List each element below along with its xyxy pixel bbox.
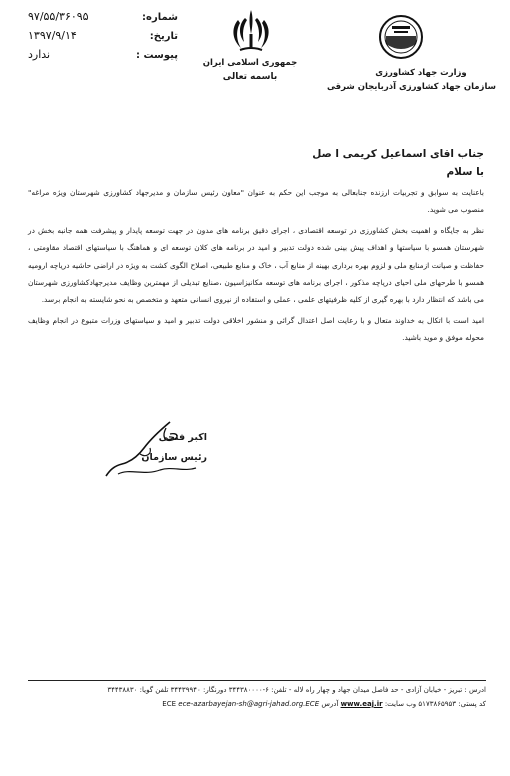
website-link[interactable]: www.eaj.ir [340,700,383,708]
attachment-label: پیوست : [135,50,178,61]
organization-name: سازمان جهاد کشاورزی آذربایجان شرقی [326,82,496,92]
invocation-text: باسمه تعالی [222,72,278,82]
jahad-keshavarzi-logo-icon [378,14,424,60]
attachment-row [28,48,178,67]
date-value: ۱۳۹۷/۹/۱۴ [28,29,77,42]
paragraph-closing: امید است با اتکال به خداوند متعال و با رعایت اصل اعتدال گرائی و منشور اخلاقی دولت تدبیر و امید و سیاستهای وزرات متبوع در انجام وظایف محوله موفق و موید باشید. [28,315,484,343]
paragraph-appointment: باعنایت به سوابق و تجربیات ارزنده جنابعالی به موجب این حکم به عنوان "معاون رئیس سازمان و مدیرجهاد کشاورزی شهرستان ویژه مراغه" منصوب می شوید. [28,188,484,215]
republic-title: جمهوری اسلامی ایران [202,58,298,68]
paragraph-duties: نظر به جایگاه و اهمیت بخش کشاورزی در توسعه اقتصادی ، اجرای دقیق برنامه های مدون در جهت توسعه پایدار و پیشرفت همه جانبه بخش در شهرستان همسو با سیاستها و اهداف پیش بینی شده دولت تدبیر و امید در برنامه های کلان توسعه ای و هماهنگ با سیاستهای اقتصاد مقاومتی ، حفاظت و صیانت ازمنابع ملی و لزوم بهره برداری بهینه از منابع آب ، خاک و منابع طبیعی، اصلاح الگوی کشت به ویژه در اراضی حاشیه دریاچه ارومیه همسو با طرحهای ملی احیای دریاچه مذکور ، اجرای برنامه های توسعه مکانیزاسیون ،صنایع تبدیلی از مهمترین وظایف مدیرجهادکشاورزی شهرستان می باشد که انتظار دارد با بهره گیری از کلیه ظرفیتهای علمی ، عملی و استفاده از نیروی انسانی متعهد و متخصص به نحو شایسته به انجام برسد. [28,225,484,305]
signatory-title: رئیس سازمان [141,452,207,463]
signatory-name: اکبر فتحی [158,432,207,443]
number-row [28,10,178,29]
letter-body [28,148,484,350]
footer-email-prefix: آدرس ECE [162,700,339,708]
date-label: تاریخ: [149,31,178,42]
addressee: جناب اقای اسماعیل کریمی ا صل [312,148,484,160]
iran-emblem-icon [226,8,276,54]
footer-address: ادرس : تبریز - خیابان آزادی - حد فاصل میدان جهاد و چهار راه لاله - تلفن: ۶-۳۴۴۳۸۰۰۰۰ دورنگار: ۳۴۴۳۹۹۴۰ تلفن گویا: ۳۴۴۳۸۸۳۰ [107,686,486,694]
ministry-name: وزارت جهاد کشاورزی [375,68,467,78]
date-row [28,29,178,48]
number-value: ۹۷/۵۵/۳۶۰۹۵ [28,10,89,23]
footer-divider [28,680,486,681]
number-label: شماره: [142,12,178,23]
footer-postal: کد پستی: ۵۱۷۳۸۶۵۹۵۳ وب سایت: [384,700,486,708]
attachment-value: ندارد [28,48,51,61]
email-link[interactable]: ece-azarbayejan-sh@agri-jahad.org.ECE [178,700,320,708]
greeting: با سلام [446,166,484,178]
letter-meta [28,10,178,67]
footer-contact [28,700,486,708]
